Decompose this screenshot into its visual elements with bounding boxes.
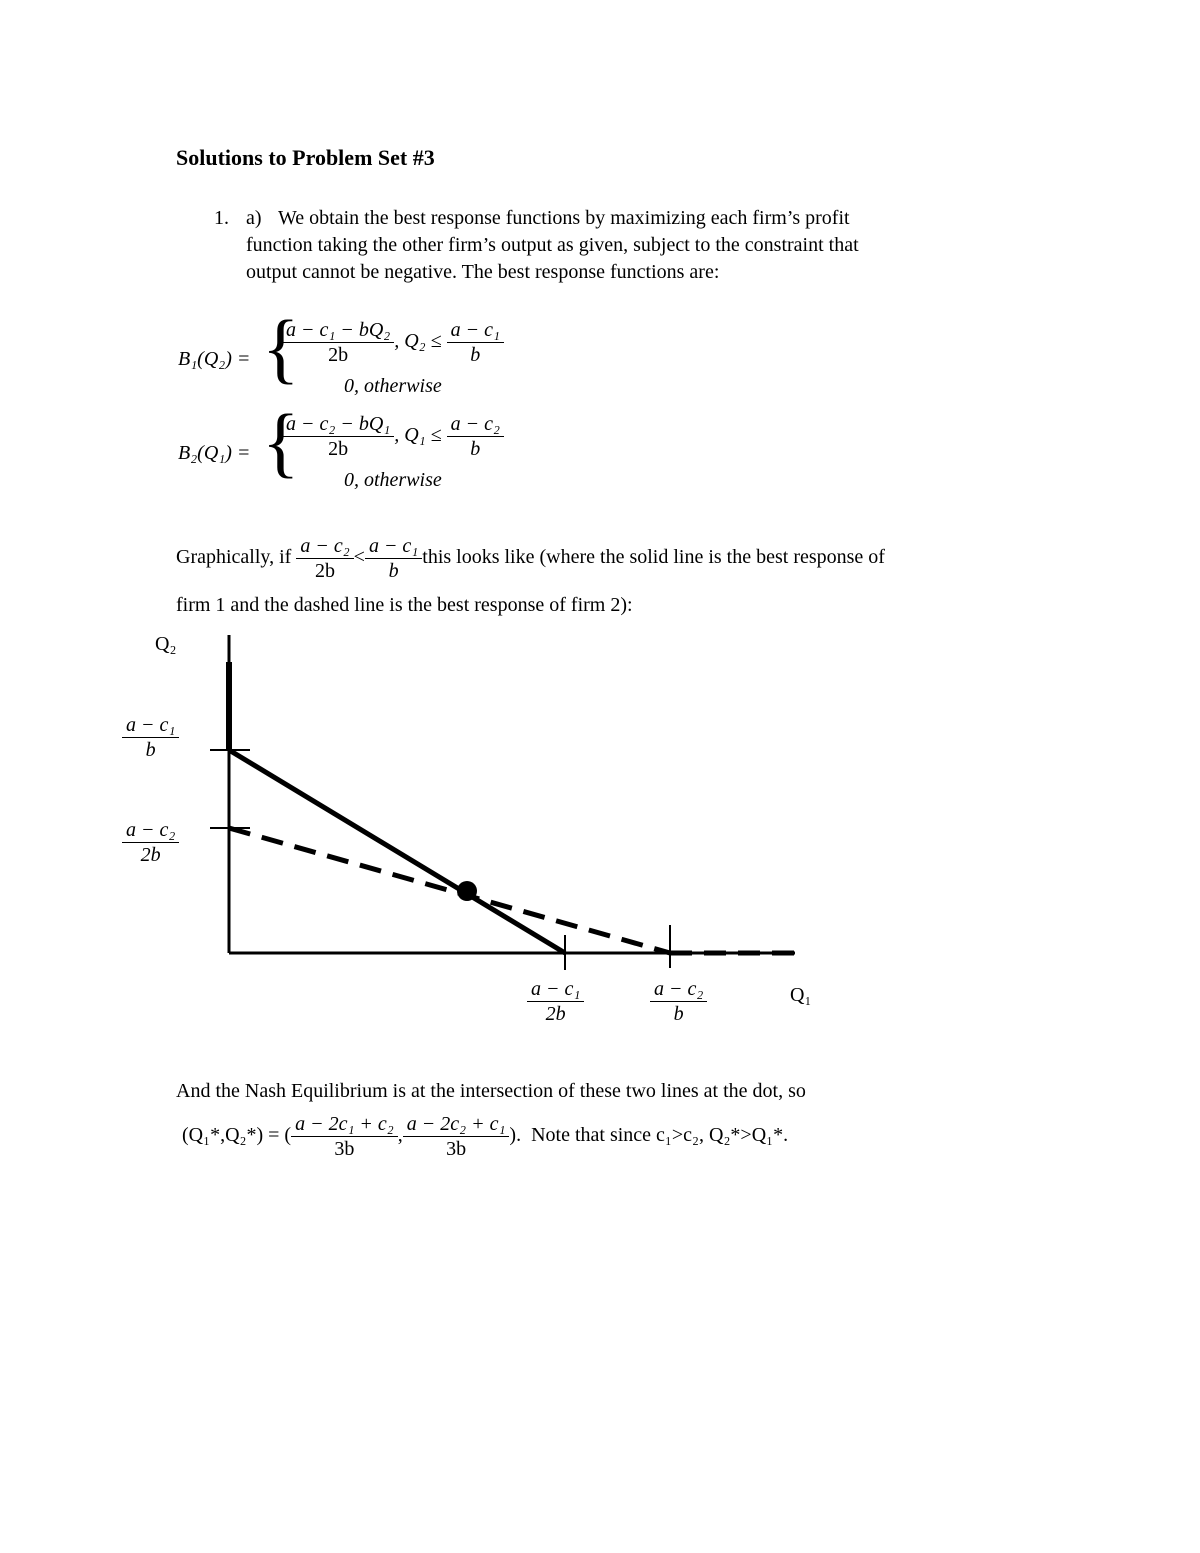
graph-sentence-line-2: firm 1 and the dashed line is the best response of firm 2): bbox=[176, 594, 633, 616]
x-tick-2-label bbox=[650, 977, 707, 1026]
br1-lhs: B₁(Q₂) = bbox=[178, 348, 251, 370]
x-axis-label: Q₁ bbox=[790, 984, 812, 1006]
br2-otherwise: 0, otherwise bbox=[344, 469, 442, 491]
x-tick-1-num: a − c₁ bbox=[527, 977, 584, 1002]
y-tick-2-label bbox=[122, 818, 179, 867]
nash-q2-frac bbox=[403, 1112, 510, 1161]
nash-q2-den: 3b bbox=[446, 1138, 467, 1160]
graph-frac-1-num: a − c₂ bbox=[296, 534, 353, 559]
br1-brace: { bbox=[262, 304, 300, 391]
br2-condition: , Q₁ ≤ bbox=[394, 424, 442, 447]
nash-q2-num: a − 2c₂ + c₁ bbox=[403, 1112, 510, 1137]
nash-q1-frac bbox=[291, 1112, 398, 1161]
intro-line-1: We obtain the best response functions by maximizing each firm’s profit bbox=[278, 207, 850, 229]
nash-line-1: And the Nash Equilibrium is at the intersection of these two lines at the dot, so bbox=[176, 1080, 806, 1102]
br2-denominator: 2b bbox=[328, 438, 349, 460]
x-tick-2-frac bbox=[650, 977, 707, 1026]
nash-equilibrium-dot bbox=[457, 881, 477, 901]
graph-lt: < bbox=[353, 546, 365, 569]
x-tick-1-den: 2b bbox=[545, 1003, 566, 1025]
y-tick-1-label bbox=[122, 713, 179, 762]
x-tick-2-den: b bbox=[673, 1003, 684, 1025]
graph-frac-2-num: a − c₁ bbox=[365, 534, 422, 559]
br1-denominator: 2b bbox=[328, 344, 349, 366]
br1-otherwise: 0, otherwise bbox=[344, 375, 442, 397]
intro-line-3: output cannot be negative. The best response functions are: bbox=[246, 261, 720, 283]
graph-sentence-post: this looks like (where the solid line is the best response of bbox=[422, 546, 885, 569]
nash-close: ). bbox=[509, 1124, 522, 1147]
nash-q1-num: a − 2c₁ + c₂ bbox=[291, 1112, 398, 1137]
nash-q1-den: 3b bbox=[334, 1138, 355, 1160]
nash-line-2 bbox=[182, 1112, 788, 1161]
y-tick-2-den: 2b bbox=[140, 844, 161, 866]
firm1-best-response-line bbox=[229, 750, 565, 953]
br1-cond-denominator: b bbox=[470, 344, 481, 366]
br1-numerator: a − c₁ − bQ₂ bbox=[282, 318, 394, 343]
nash-note: Note that since c₁>c₂, Q₂*>Q₁*. bbox=[531, 1124, 789, 1147]
x-tick-1-frac bbox=[527, 977, 584, 1026]
page-title: Solutions to Problem Set #3 bbox=[176, 145, 435, 170]
graph-frac-2-den: b bbox=[388, 560, 399, 582]
nash-comma: , bbox=[397, 1124, 403, 1147]
firm2-best-response-line bbox=[229, 828, 670, 953]
intro-line-2: function taking the other firm’s output as given, subject to the constraint that bbox=[246, 234, 859, 256]
item-number: 1. bbox=[214, 207, 229, 229]
br2-cond-numerator: a − c₂ bbox=[447, 412, 504, 437]
x-tick-2-num: a − c₂ bbox=[650, 977, 707, 1002]
br2-numerator: a − c₂ − bQ₁ bbox=[282, 412, 394, 437]
y-axis-label: Q₂ bbox=[155, 633, 177, 655]
br1-cond-numerator: a − c₁ bbox=[447, 318, 504, 343]
y-tick-2-frac bbox=[122, 818, 179, 867]
br2-brace: { bbox=[262, 398, 300, 485]
y-tick-1-frac bbox=[122, 713, 179, 762]
y-tick-2-num: a − c₂ bbox=[122, 818, 179, 843]
br2-cond-denominator: b bbox=[470, 438, 481, 460]
x-tick-1-label bbox=[527, 977, 584, 1026]
item-part: a) bbox=[246, 207, 262, 229]
y-tick-1-den: b bbox=[145, 739, 156, 761]
y-tick-1-num: a − c₁ bbox=[122, 713, 179, 738]
br2-lhs: B₂(Q₁) = bbox=[178, 442, 251, 464]
graph-sentence-pre: Graphically, if bbox=[176, 546, 292, 569]
nash-lhs: (Q₁*,Q₂*) = ( bbox=[182, 1124, 292, 1147]
br1-condition: , Q₂ ≤ bbox=[394, 330, 442, 353]
graph-frac-1-den: 2b bbox=[314, 560, 335, 582]
